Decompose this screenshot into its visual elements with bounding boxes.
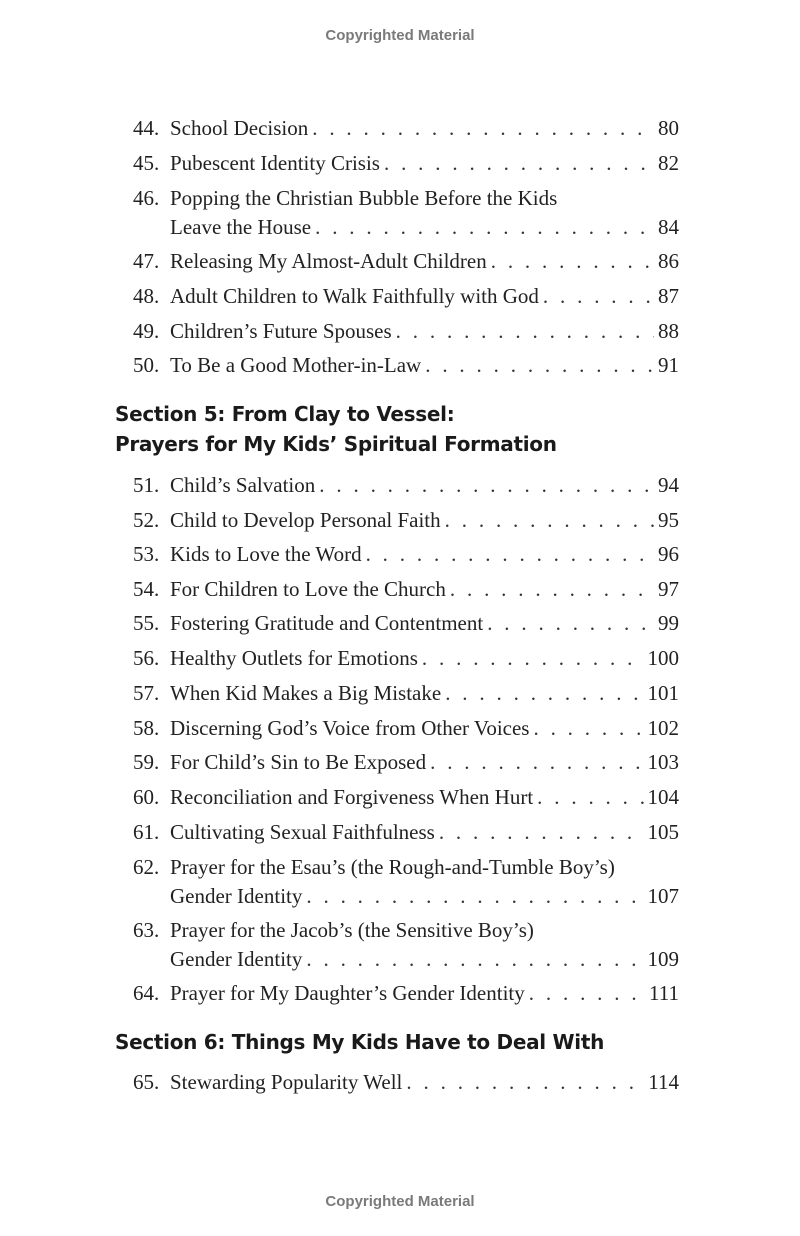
entry-title: Prayer for My Daughter’s Gender Identity [170, 981, 525, 1005]
entry-number: 63. [133, 918, 160, 942]
entry-number: 53. [133, 542, 160, 566]
entry-title: For Child’s Sin to Be Exposed [170, 750, 427, 774]
entry-number: 52. [133, 508, 160, 532]
entry-title: Children’s Future Spouses [170, 319, 392, 343]
entry-page: 102 [647, 716, 679, 740]
toc-entry-59[interactable] [133, 750, 679, 774]
entry-number: 49. [133, 319, 160, 343]
entry-page: 101 [647, 681, 679, 705]
entry-page: 84 [658, 215, 679, 239]
entry-title: Stewarding Popularity Well [170, 1070, 403, 1094]
entry-title: Child to Develop Personal Faith [170, 508, 441, 532]
entry-title: Releasing My Almost-Adult Children [170, 249, 487, 273]
toc-entry-56[interactable] [133, 646, 679, 670]
entry-title: To Be a Good Mother-in-Law [170, 353, 422, 377]
toc-entry-55[interactable] [133, 611, 679, 635]
section-5-heading [115, 399, 685, 459]
entry-title: Pubescent Identity Crisis [170, 151, 380, 175]
dot-leader [306, 947, 643, 971]
entry-title: Healthy Outlets for Emotions [170, 646, 418, 670]
entry-number: 54. [133, 577, 160, 601]
dot-leader [406, 1070, 644, 1094]
entry-title: Discerning God’s Voice from Other Voices [170, 716, 530, 740]
entry-page: 87 [658, 284, 679, 308]
entry-number: 46. [133, 186, 160, 210]
dot-leader [439, 820, 644, 844]
section-heading-line: Prayers for My Kids’ Spiritual Formation [115, 432, 557, 456]
toc-entry-48[interactable] [133, 284, 679, 308]
entry-title: For Children to Love the Church [170, 577, 446, 601]
toc-entry-53[interactable] [133, 542, 679, 566]
entry-number: 56. [133, 646, 160, 670]
entry-title: Adult Children to Walk Faithfully with God [170, 284, 539, 308]
entry-title: Prayer for the Jacob’s (the Sensitive Boy’s) [170, 918, 534, 942]
entry-page: 97 [658, 577, 679, 601]
toc-entry-51[interactable] [133, 473, 679, 497]
toc-entry-47[interactable] [133, 249, 679, 273]
toc-entry-63[interactable] [133, 918, 679, 971]
entry-number: 58. [133, 716, 160, 740]
entry-title-continued: Gender Identity [170, 884, 303, 908]
entry-page: 100 [647, 646, 679, 670]
toc-entry-46[interactable] [133, 186, 679, 239]
entry-title: Fostering Gratitude and Contentment [170, 611, 484, 635]
dot-leader [537, 785, 643, 809]
dot-leader [487, 611, 654, 635]
toc-entry-61[interactable] [133, 820, 679, 844]
dot-leader [543, 284, 654, 308]
copyright-watermark-bottom: Copyrighted Material [325, 1193, 475, 1210]
dot-leader [384, 151, 654, 175]
dot-leader [422, 646, 644, 670]
entry-number: 51. [133, 473, 160, 497]
dot-leader [396, 319, 654, 343]
entry-page: 91 [658, 353, 679, 377]
toc-entry-50[interactable] [133, 353, 679, 377]
toc-entry-54[interactable] [133, 577, 679, 601]
toc-entry-44[interactable] [133, 116, 679, 140]
dot-leader [425, 353, 654, 377]
toc-entry-60[interactable] [133, 785, 679, 809]
entry-number: 64. [133, 981, 160, 1005]
toc-entry-45[interactable] [133, 151, 679, 175]
entry-page: 114 [648, 1070, 679, 1094]
dot-leader [319, 473, 654, 497]
entry-page: 82 [658, 151, 679, 175]
entry-page: 109 [647, 947, 679, 971]
entry-page: 99 [658, 611, 679, 635]
entry-title: Cultivating Sexual Faithfulness [170, 820, 435, 844]
toc-entry-57[interactable] [133, 681, 679, 705]
dot-leader [529, 981, 645, 1005]
entry-number: 57. [133, 681, 160, 705]
entry-title: Popping the Christian Bubble Before the Kids [170, 186, 558, 210]
entry-number: 50. [133, 353, 160, 377]
entry-title: Reconciliation and Forgiveness When Hurt [170, 785, 534, 809]
dot-leader [445, 508, 654, 532]
entry-page: 94 [658, 473, 679, 497]
dot-leader [450, 577, 654, 601]
entry-number: 65. [133, 1070, 160, 1094]
dot-leader [366, 542, 654, 566]
entry-title-continued: Leave the House [170, 215, 312, 239]
dot-leader [491, 249, 654, 273]
copyright-watermark-top: Copyrighted Material [325, 27, 475, 44]
entry-page: 95 [658, 508, 679, 532]
entry-number: 62. [133, 855, 160, 879]
dot-leader [315, 215, 654, 239]
section-6-heading [115, 1027, 685, 1057]
dot-leader [312, 116, 654, 140]
entry-title: Prayer for the Esau’s (the Rough-and-Tumble Boy’s) [170, 855, 615, 879]
entry-title: Kids to Love the Word [170, 542, 362, 566]
entry-number: 59. [133, 750, 160, 774]
entry-page: 111 [649, 981, 679, 1005]
entry-page: 103 [647, 750, 679, 774]
entry-number: 45. [133, 151, 160, 175]
dot-leader [306, 884, 643, 908]
entry-title-continued: Gender Identity [170, 947, 303, 971]
entry-number: 44. [133, 116, 160, 140]
toc-entry-65[interactable] [133, 1070, 679, 1094]
dot-leader [445, 681, 643, 705]
entry-number: 48. [133, 284, 160, 308]
section-heading-line: Section 5: From Clay to Vessel: [115, 402, 455, 426]
dot-leader [430, 750, 643, 774]
entry-page: 104 [647, 785, 679, 809]
entry-page: 80 [658, 116, 679, 140]
entry-number: 61. [133, 820, 160, 844]
entry-page: 96 [658, 542, 679, 566]
entry-number: 55. [133, 611, 160, 635]
entry-number: 47. [133, 249, 160, 273]
toc-entry-52[interactable] [133, 508, 679, 532]
entry-page: 88 [658, 319, 679, 343]
entry-title: School Decision [170, 116, 309, 140]
toc-entry-58[interactable] [133, 716, 679, 740]
entry-number: 60. [133, 785, 160, 809]
toc-entry-62[interactable] [133, 855, 679, 908]
entry-page: 107 [647, 884, 679, 908]
dot-leader [533, 716, 643, 740]
entry-page: 105 [647, 820, 679, 844]
entry-page: 86 [658, 249, 679, 273]
toc-entry-64[interactable] [133, 981, 679, 1005]
entry-title: Child’s Salvation [170, 473, 316, 497]
entry-title: When Kid Makes a Big Mistake [170, 681, 442, 705]
section-heading-line: Section 6: Things My Kids Have to Deal With [115, 1030, 605, 1054]
toc-entry-49[interactable] [133, 319, 679, 343]
